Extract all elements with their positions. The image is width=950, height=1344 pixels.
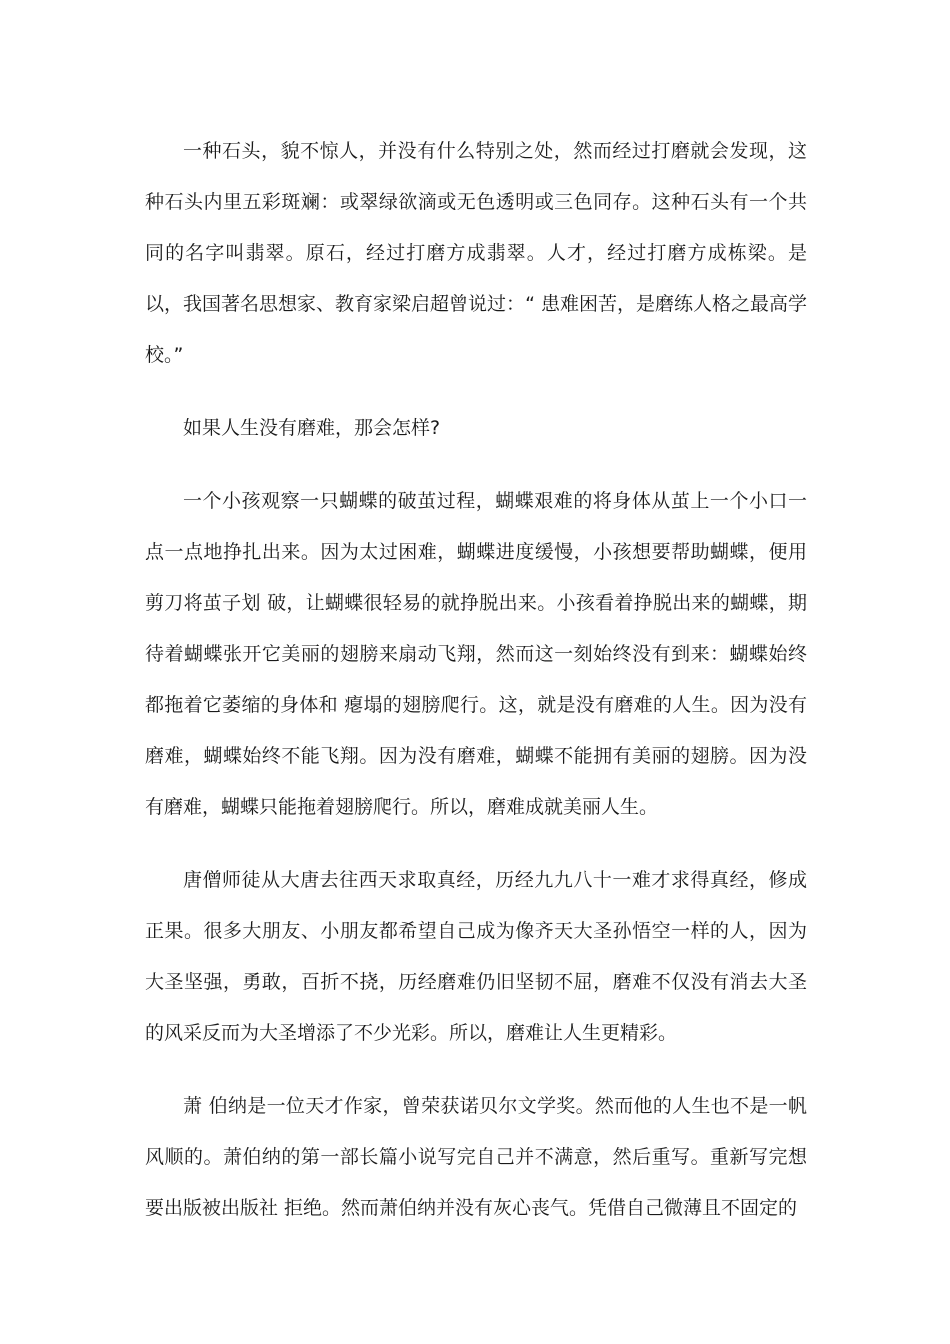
paragraph-tang-monk: 唐僧师徒从大唐去往西天求取真经，历经九九八十一难才求得真经，修成正果。很多大朋友、小朋友都希望自己成为像齐天大圣孙悟空一样的人，因为大圣坚强，勇敢，百折不挠，历经磨难仍旧坚韧不屈，磨难不仅没有消去大圣的风采反而为大圣增添了不少光彩。所以，磨难让人生更精彩。 [145,869,807,1044]
paragraph-butterfly: 一个小孩观察一只蝴蝶的破茧过程，蝴蝶艰难的将身体从茧上一个小口一点一点地挣扎出来。因为太过困难，蝴蝶进度缓慢，小孩想要帮助蝴蝶，便用剪刀将茧子划 破，让蝴蝶很轻易的就挣脱出来。小孩看着挣脱出来的蝴蝶，期待着蝴蝶张开它美丽的翅膀来扇动飞翔，然而这一刻始终没有到来：蝴蝶始终都拖着它萎缩的身体和 瘪塌的翅膀爬行。这，就是没有磨难的人生。因为没有磨难，蝴蝶始终不能飞翔。因为没有磨难，蝴蝶不能拥有美丽的翅膀。因为没有磨难，蝴蝶只能拖着翅膀爬行。所以，磨难成就美丽人生。 [145,490,807,818]
paragraph-jade-stone: 一种石头，貌不惊人，并没有什么特别之处，然而经过打磨就会发现，这种石头内里五彩斑斓：或翠绿欲滴或无色透明或三色同存。这种石头有一个共同的名字叫翡翠。原石，经过打磨方成翡翠。人才，经过打磨方成栋梁。是以，我国著名思想家、教育家梁启超曾说过：“ 患难困苦，是磨练人格之最高学校。” [145,140,807,366]
paragraph-bernard-shaw: 萧 伯纳是一位天才作家，曾荣获诺贝尔文学奖。然而他的人生也不是一帆风顺的。萧伯纳的第一部长篇小说写完自己并不满意，然后重写。重新写完想要出版被出版社 拒绝。然而萧伯纳并没有灰心丧气。凭借自己微薄且不固定的 [145,1095,807,1219]
article-body [145,126,807,1234]
paragraph-question: 如果人生没有磨难，那会怎样? [183,417,441,439]
